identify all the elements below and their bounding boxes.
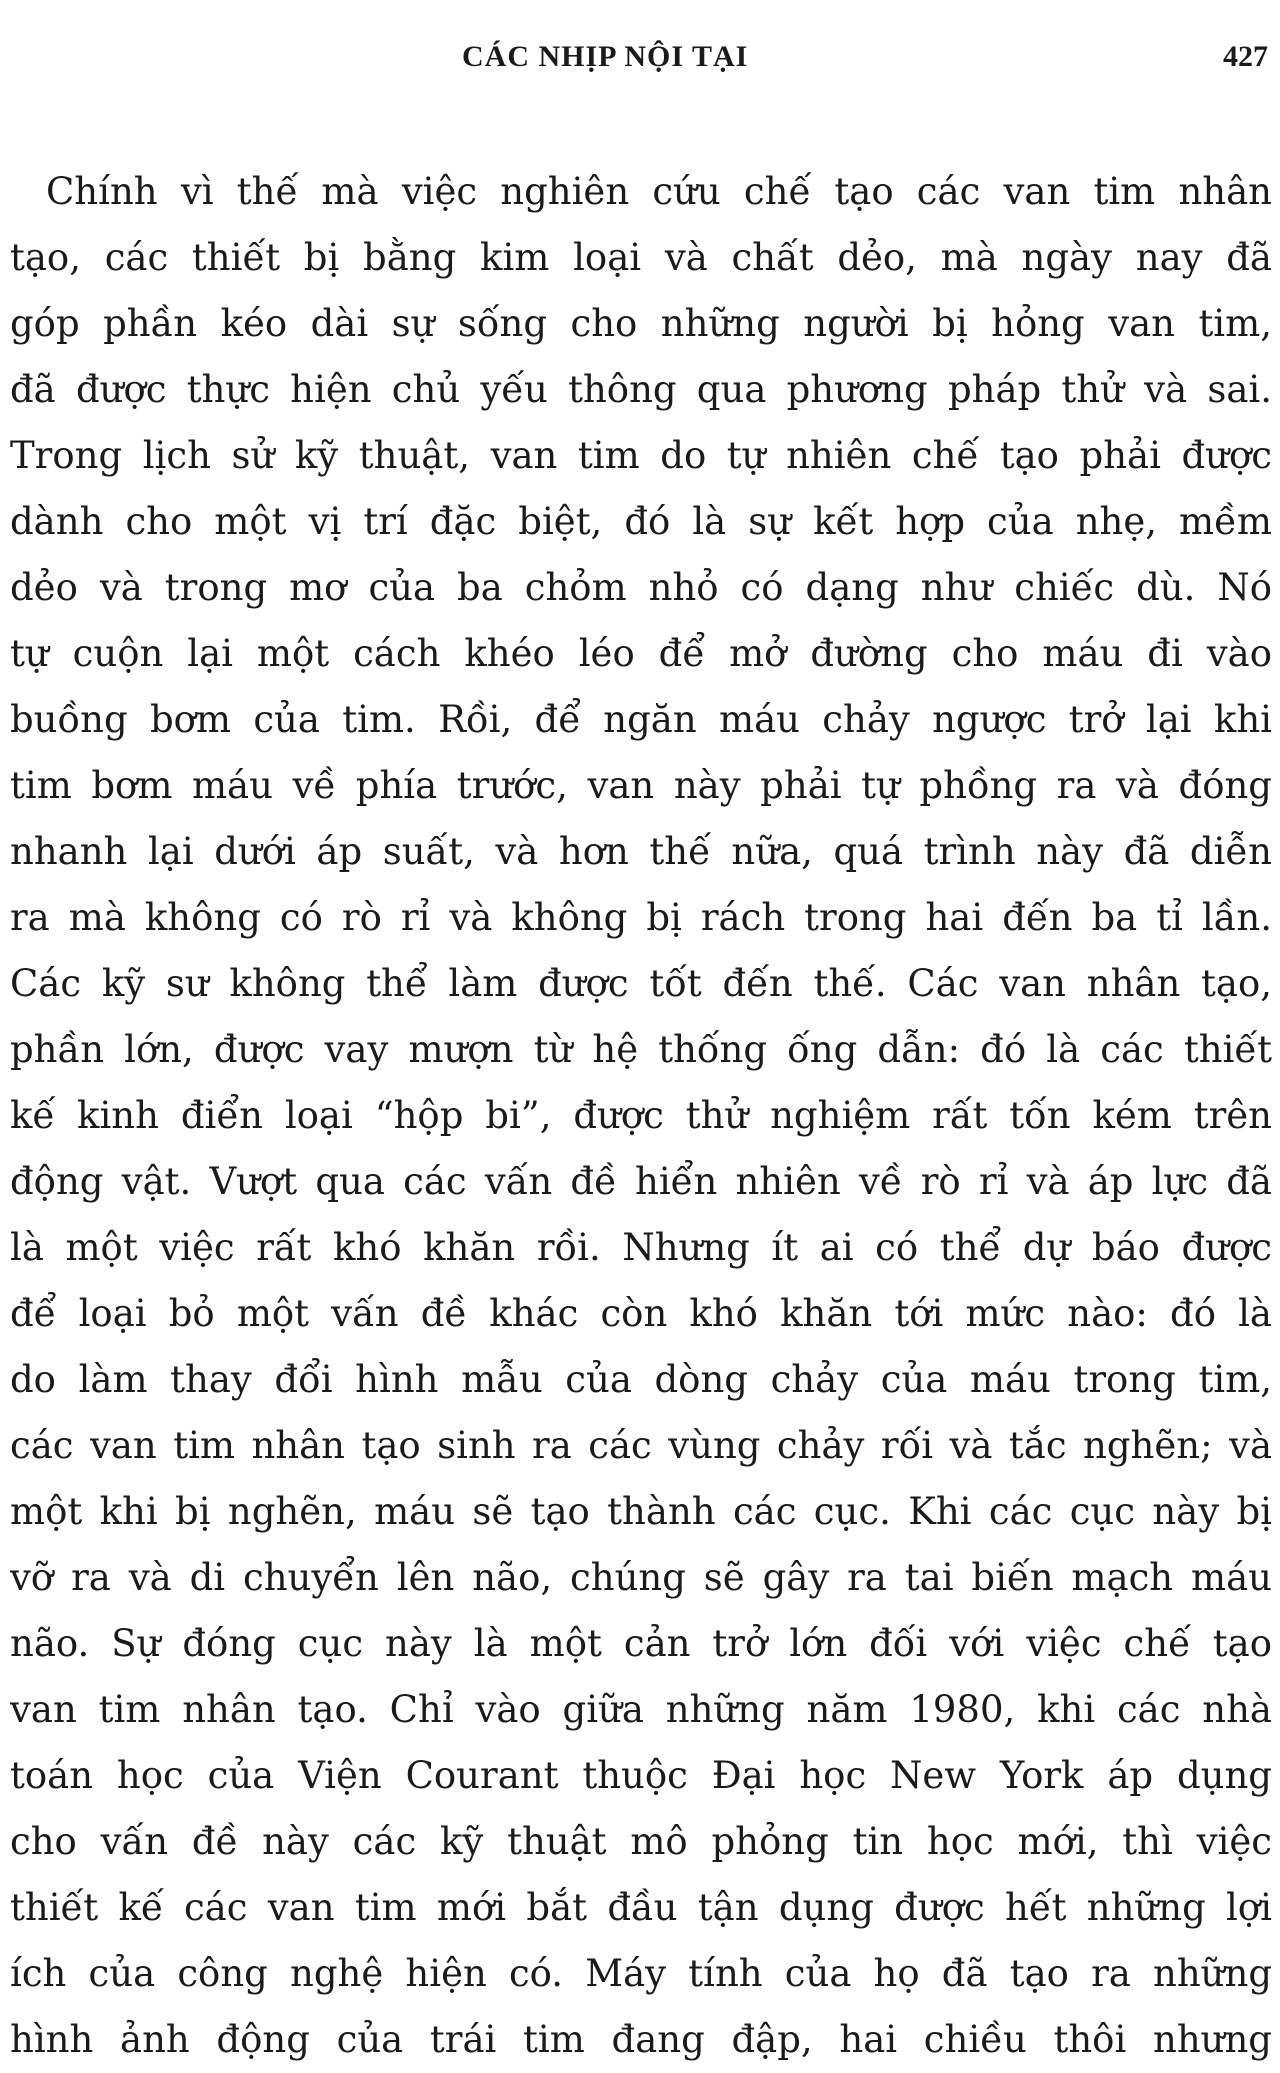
text-line: động vật. Vượt qua các vấn đề hiển nhiên về rò rỉ và áp lực đã [10,1160,1272,1203]
text-line: buồng bơm của tim. Rồi, để ngăn máu chảy ngược trở lại khi [10,698,1272,741]
text-line: toán học của Viện Courant thuộc Đại học New York áp dụng [10,1754,1272,1797]
running-title: CÁC NHỊP NỘI TẠI [462,40,749,73]
text-line: hình ảnh động của trái tim đang đập, hai chiều thôi nhưng [10,2018,1272,2061]
text-line: các van tim nhân tạo sinh ra các vùng chảy rối và tắc nghẽn; và [10,1424,1272,1467]
text-line: tạo, các thiết bị bằng kim loại và chất dẻo, mà ngày nay đã [10,236,1272,279]
text-line: não. Sự đóng cục này là một cản trở lớn đối với việc chế tạo [10,1622,1272,1665]
text-line: nhanh lại dưới áp suất, và hơn thế nữa, quá trình này đã diễn [10,830,1272,873]
text-line: van tim nhân tạo. Chỉ vào giữa những năm 1980, khi các nhà [10,1688,1272,1731]
text-line: dẻo và trong mơ của ba chỏm nhỏ có dạng như chiếc dù. Nó [10,566,1272,609]
text-line: tim bơm máu về phía trước, van này phải tự phồng ra và đóng [10,764,1272,807]
text-line: phần lớn, được vay mượn từ hệ thống ống dẫn: đó là các thiết [10,1028,1272,1071]
text-line: để loại bỏ một vấn đề khác còn khó khăn tới mức nào: đó là [10,1292,1272,1335]
text-line: vỡ ra và di chuyển lên não, chúng sẽ gây ra tai biến mạch máu [10,1556,1272,1599]
text-line: ra mà không có rò rỉ và không bị rách trong hai đến ba tỉ lần. [10,896,1272,939]
text-line: là một việc rất khó khăn rồi. Nhưng ít ai có thể dự báo được [10,1226,1272,1269]
text-line: Chính vì thế mà việc nghiên cứu chế tạo các van tim nhân [46,170,1272,213]
text-line: thiết kế các van tim mới bắt đầu tận dụng được hết những lợi [10,1886,1272,1929]
text-line: Các kỹ sư không thể làm được tốt đến thế. Các van nhân tạo, [10,962,1272,1005]
running-header [0,40,1280,80]
text-line: một khi bị nghẽn, máu sẽ tạo thành các cục. Khi các cục này bị [10,1490,1272,1533]
text-line: đã được thực hiện chủ yếu thông qua phương pháp thử và sai. [10,368,1272,411]
body-paragraph [10,159,1272,2073]
text-line: ích của công nghệ hiện có. Máy tính của họ đã tạo ra những [10,1952,1272,1995]
page-number: 427 [1223,40,1268,73]
text-line: do làm thay đổi hình mẫu của dòng chảy của máu trong tim, [10,1358,1272,1401]
text-line: Trong lịch sử kỹ thuật, van tim do tự nhiên chế tạo phải được [10,434,1272,477]
text-line: tự cuộn lại một cách khéo léo để mở đường cho máu đi vào [10,632,1272,675]
text-line: góp phần kéo dài sự sống cho những người bị hỏng van tim, [10,302,1272,345]
text-line: dành cho một vị trí đặc biệt, đó là sự kết hợp của nhẹ, mềm [10,500,1272,543]
text-line: cho vấn đề này các kỹ thuật mô phỏng tin học mới, thì việc [10,1820,1272,1863]
text-line: kế kinh điển loại “hộp bi”, được thử nghiệm rất tốn kém trên [10,1094,1272,1137]
